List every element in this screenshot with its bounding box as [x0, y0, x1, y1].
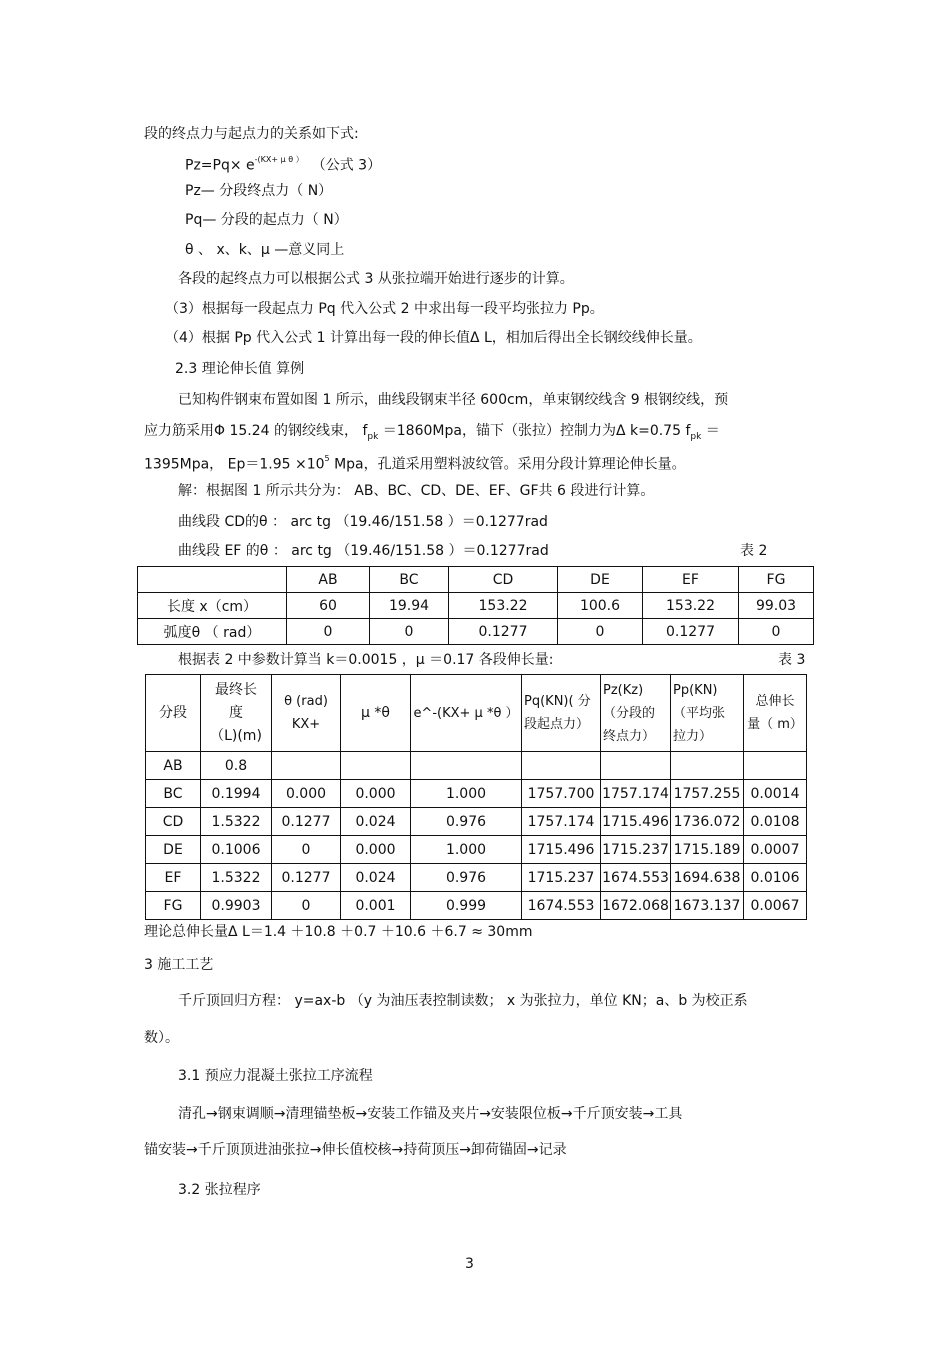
- page-number: 3: [465, 1256, 474, 1272]
- table-cell: 1.5322: [201, 808, 272, 836]
- table-cell: 长度 x（cm）: [138, 593, 287, 619]
- table-cell: 0.8: [201, 752, 272, 780]
- jack-regression-line-2: 数）。: [144, 1030, 179, 1046]
- table-cell: 弧度θ （ rad）: [138, 619, 287, 645]
- example-line-3-b: Mpa，孔道采用塑料波纹管。采用分段计算理论伸长量。: [329, 456, 686, 473]
- table-cell: DE: [146, 836, 201, 864]
- table-cell: 0.0014: [744, 780, 807, 808]
- table-cell: 1757.700: [522, 780, 601, 808]
- table-cell: 0.9903: [201, 892, 272, 920]
- table-row: [146, 808, 807, 836]
- table-header-cell: θ (rad) KX+: [272, 675, 341, 752]
- table-cell: EF: [643, 567, 739, 593]
- table-cell: 0: [558, 619, 643, 645]
- table-cell: 0.976: [411, 864, 522, 892]
- def-pz: Pz— 分段终点力（ N）: [185, 183, 333, 199]
- def-pq: Pq— 分段的起点力（ N）: [185, 212, 348, 228]
- section-3-title: 3 施工工艺: [144, 957, 214, 973]
- table-row: [146, 836, 807, 864]
- table-cell: [138, 567, 287, 593]
- table-header-row: [146, 675, 807, 752]
- table-cell: BC: [146, 780, 201, 808]
- table-header-cell: 分段: [146, 675, 201, 752]
- formula-3: [185, 152, 381, 176]
- process-flow-line-2: 锚安装→千斤顶顶进油张拉→伸长值校核→持荷顶压→卸荷锚固→记录: [144, 1142, 567, 1158]
- table-cell: 0.000: [341, 836, 411, 864]
- table-row: [138, 593, 814, 619]
- table-cell: CD: [146, 808, 201, 836]
- table-cell: [601, 752, 671, 780]
- table-cell: [671, 752, 744, 780]
- table-cell: 1736.072: [671, 808, 744, 836]
- jack-regression-line-1: 千斤顶回归方程： y=ax-b （y 为油压表控制读数； x 为张拉力，单位 KN；a、b 为校正系: [178, 993, 748, 1009]
- table-cell: 0.1277: [272, 808, 341, 836]
- paragraph-intro: 段的终点力与起点力的关系如下式:: [144, 126, 359, 142]
- table-header-cell: μ *θ: [341, 675, 411, 752]
- table-cell: 0.000: [272, 780, 341, 808]
- table-cell: 1672.068: [601, 892, 671, 920]
- example-line-2: [144, 421, 720, 447]
- example-line-3-a: 1395Mpa， Ep＝1.95 ×10: [144, 456, 325, 473]
- table-header-cell: Pq(KN)( 分 段起点力）: [522, 675, 601, 752]
- table-cell: 1757.255: [671, 780, 744, 808]
- table-row: [138, 567, 814, 593]
- table-cell: 1715.237: [522, 864, 601, 892]
- table-cell: 1.000: [411, 780, 522, 808]
- process-flow-line-1: 清孔→钢束调顺→清理锚垫板→安装工作锚及夹片→安装限位板→千斤顶安装→工具: [178, 1106, 683, 1122]
- formula-3-label: （公式 3）: [311, 157, 382, 174]
- table-cell: 0.024: [341, 808, 411, 836]
- table-cell: AB: [287, 567, 370, 593]
- table-cell: 1715.496: [522, 836, 601, 864]
- table-cell: 1757.174: [601, 780, 671, 808]
- table-cell: 0.1277: [272, 864, 341, 892]
- step-3: （3）根据每一段起点力 Pq 代入公式 2 中求出每一段平均张拉力 Pp。: [165, 301, 604, 317]
- table-header-cell: 总伸长 量（ m）: [744, 675, 807, 752]
- table-header-cell: Pp(KN) （平均张 拉力）: [671, 675, 744, 752]
- example-line-2-b: ＝1860Mpa，锚下（张拉）控制力为Δ k=0.75 f: [378, 423, 691, 439]
- section-3-2-title: 3.2 张拉程序: [178, 1182, 261, 1198]
- table-cell: 0.976: [411, 808, 522, 836]
- table-cell: [341, 752, 411, 780]
- table-cell: 100.6: [558, 593, 643, 619]
- table-cell: 19.94: [370, 593, 449, 619]
- total-elongation: 理论总伸长量Δ L＝1.4 ＋10.8 ＋0.7 ＋10.6 ＋6.7 ≈ 30mm: [144, 924, 533, 940]
- example-line-1: 已知构件钢束布置如图 1 所示，曲线段钢束半径 600cm，单束钢绞线含 9 根钢绞线，预: [178, 392, 729, 408]
- table-cell: 1.000: [411, 836, 522, 864]
- table-row: [146, 892, 807, 920]
- table-cell: 0.0108: [744, 808, 807, 836]
- table-cell: BC: [370, 567, 449, 593]
- table-cell: 0: [272, 836, 341, 864]
- table-cell: 1673.137: [671, 892, 744, 920]
- table-cell: AB: [146, 752, 201, 780]
- paragraph-segment-calc: 各段的起终点力可以根据公式 3 从张拉端开始进行逐步的计算。: [178, 271, 574, 287]
- table-header-cell: Pz(Kz) （分段的 终点力）: [601, 675, 671, 752]
- table-cell: 1674.553: [601, 864, 671, 892]
- table-cell: 0.001: [341, 892, 411, 920]
- table-cell: 1715.496: [601, 808, 671, 836]
- table-cell: 0.1277: [449, 619, 558, 645]
- solution-line: 解：根据图 1 所示共分为： AB、BC、CD、DE、EF、GF共 6 段进行计算。: [178, 483, 655, 499]
- step-4: （4）根据 Pp 代入公式 1 计算出每一段的伸长值Δ L，相加后得出全长钢绞线伸长量。: [165, 330, 702, 346]
- table-cell: 0: [370, 619, 449, 645]
- table-cell: 0.1277: [643, 619, 739, 645]
- power-exponent: 5: [324, 454, 330, 463]
- table-cell: 60: [287, 593, 370, 619]
- table-row: [146, 780, 807, 808]
- table-cell: FG: [739, 567, 814, 593]
- table-cell: [411, 752, 522, 780]
- table-cell: 0.999: [411, 892, 522, 920]
- table-cell: 0: [272, 892, 341, 920]
- curve-cd-theta: 曲线段 CD的θ ： arc tg （19.46/151.58 ）＝0.1277rad: [178, 514, 548, 530]
- table-3: [145, 674, 807, 920]
- table-2: [137, 566, 814, 645]
- section-2-3-title: 2.3 理论伸长值 算例: [175, 361, 305, 377]
- fpk-subscript-2: pk: [690, 431, 702, 442]
- table-header-cell: 最终长 度 （L)(m): [201, 675, 272, 752]
- table-cell: 1715.189: [671, 836, 744, 864]
- table-cell: 0.0067: [744, 892, 807, 920]
- table-cell: [522, 752, 601, 780]
- table-row: [146, 864, 807, 892]
- table-cell: 0.000: [341, 780, 411, 808]
- formula-3-main: Pz=Pq× e: [185, 157, 255, 174]
- table-cell: 0: [287, 619, 370, 645]
- example-line-2-c: ＝: [701, 423, 720, 439]
- table-cell: 0.0007: [744, 836, 807, 864]
- example-line-3: [144, 451, 686, 475]
- table-cell: 0.1006: [201, 836, 272, 864]
- table-cell: [744, 752, 807, 780]
- table-cell: 1.5322: [201, 864, 272, 892]
- formula-3-exponent: -(KX+ μ θ ）: [254, 155, 304, 164]
- table-cell: 1694.638: [671, 864, 744, 892]
- table-cell: 0.1994: [201, 780, 272, 808]
- table-cell: 153.22: [643, 593, 739, 619]
- table-row: [146, 752, 807, 780]
- table-cell: 99.03: [739, 593, 814, 619]
- table-cell: 153.22: [449, 593, 558, 619]
- table-3-intro: 根据表 2 中参数计算当 k＝0.0015 ，μ ＝0.17 各段伸长量:: [178, 652, 554, 668]
- section-3-1-title: 3.1 预应力混凝土张拉工序流程: [178, 1068, 373, 1084]
- fpk-subscript: pk: [367, 431, 379, 442]
- table-cell: 1757.174: [522, 808, 601, 836]
- table-row: [138, 619, 814, 645]
- curve-ef-theta: 曲线段 EF 的θ ： arc tg （19.46/151.58 ）＝0.1277rad: [178, 543, 549, 559]
- table-cell: CD: [449, 567, 558, 593]
- table-cell: FG: [146, 892, 201, 920]
- table-cell: EF: [146, 864, 201, 892]
- def-symbols: θ 、 x、k、μ —意义同上: [185, 242, 345, 258]
- table-cell: [272, 752, 341, 780]
- table-cell: DE: [558, 567, 643, 593]
- table-cell: 1715.237: [601, 836, 671, 864]
- table-cell: 0.0106: [744, 864, 807, 892]
- table-cell: 1674.553: [522, 892, 601, 920]
- table-cell: 0.024: [341, 864, 411, 892]
- table-cell: 0: [739, 619, 814, 645]
- example-line-2-a: 应力筋采用Φ 15.24 的钢绞线束， f: [144, 423, 368, 439]
- table-2-caption: 表 2: [740, 543, 768, 559]
- table-3-caption: 表 3: [778, 652, 806, 668]
- table-header-cell: e^-(KX+ μ *θ ）: [411, 675, 522, 752]
